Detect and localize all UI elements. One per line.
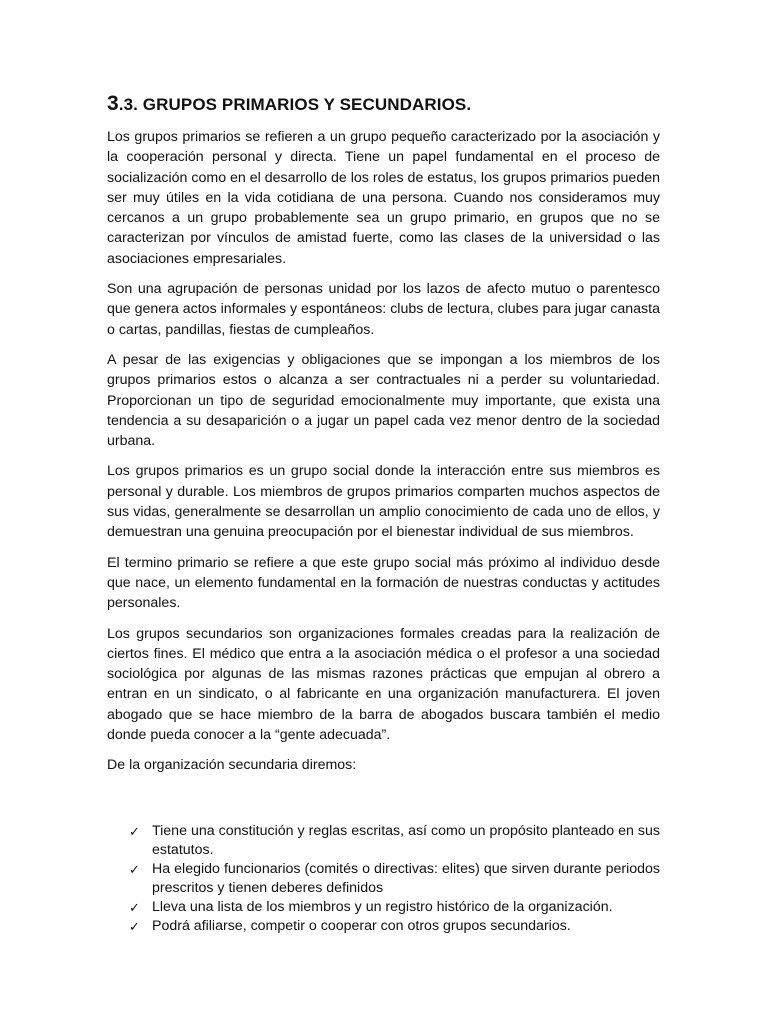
paragraph-primary-term: El termino primario se refiere a que este grupo social más próximo al individuo desde que nace, un elemento fundamental en la formación de nuestras conductas y actitudes personales. <box>107 554 660 612</box>
list-item-text: Lleva una lista de los miembros y un registro histórico de la organización. <box>152 898 613 915</box>
check-mark-icon: ✓ <box>129 823 140 839</box>
paragraph-secondary-intro: De la organización secundaria diremos: <box>107 757 357 774</box>
list-item-text: Tiene una constitución y reglas escritas, así como un propósito planteado en sus estatutos. <box>152 822 660 858</box>
list-item <box>107 898 660 917</box>
list-item <box>107 822 660 860</box>
section-heading-number: 3 <box>107 92 119 115</box>
paragraph-secondary-groups: Los grupos secundarios son organizaciones formales creadas para la realización de ciertos fines. El médico que entra a la asociación médica o el profesor a una sociedad sociológica por algunas de las mismas razones prácticas que empujan al obrero a entran en un sindicato, o al fabricante en una organización manufacturera. El joven abogado que se hace miembro de la barra de abogados buscara también el medio donde pueda conocer a la “gente adecuada”. <box>107 625 660 744</box>
check-mark-icon: ✓ <box>129 918 140 934</box>
section-heading <box>107 92 660 116</box>
list-item-text: Podrá afiliarse, competir o cooperar con otros grupos secundarios. <box>152 917 571 934</box>
secondary-organization-list <box>107 822 660 936</box>
list-item <box>107 917 660 936</box>
section-heading-text: .3. GRUPOS PRIMARIOS Y SECUNDARIOS. <box>118 95 472 114</box>
paragraph-primary-groups-security: A pesar de las exigencias y obligaciones que se impongan a los miembros de los grupos primarios estos o alcanza a ser contractuales ni a perder su voluntariedad. Proporcionan un tipo de seguridad emocionalmente muy importante, que exista una tendencia a su desaparición o a jugar un papel cada vez menor dentro de la sociedad urbana. <box>107 351 660 450</box>
document-page <box>107 92 660 936</box>
list-item <box>107 860 660 898</box>
paragraph-primary-groups-interaction: Los grupos primarios es un grupo social donde la interacción entre sus miembros es personal y durable. Los miembros de grupos primarios comparten muchos aspectos de sus vidas, generalmente se desarrollan un amplio conocimiento de cada uno de ellos, y demuestran una genuina preocupación por el bienestar individual de sus miembros. <box>107 463 660 541</box>
paragraph-primary-groups-definition: Los grupos primarios se refieren a un grupo pequeño caracterizado por la asociación y la cooperación personal y directa. Tiene un papel fundamental en el proceso de socialización como en el desarrollo de los roles de estatus, los grupos primarios pueden ser muy útiles en la vida cotidiana de una persona. Cuando nos consideramos muy cercanos a un grupo probablemente sea un grupo primario, en grupos que no se caracterizan por vínculos de amistad fuerte, como las clases de la universidad o las asociaciones empresariales. <box>107 129 660 267</box>
check-mark-icon: ✓ <box>129 861 140 877</box>
paragraph-primary-groups-examples: Son una agrupación de personas unidad por los lazos de afecto mutuo o parentesco que genera actos informales y espontáneos: clubs de lectura, clubes para jugar canasta o cartas, pandillas, fiestas de cumpleaños. <box>107 281 660 338</box>
check-mark-icon: ✓ <box>129 899 140 915</box>
list-item-text: Ha elegido funcionarios (comités o directivas: elites) que sirven durante periodos prescritos y tienen deberes definidos <box>152 860 660 896</box>
